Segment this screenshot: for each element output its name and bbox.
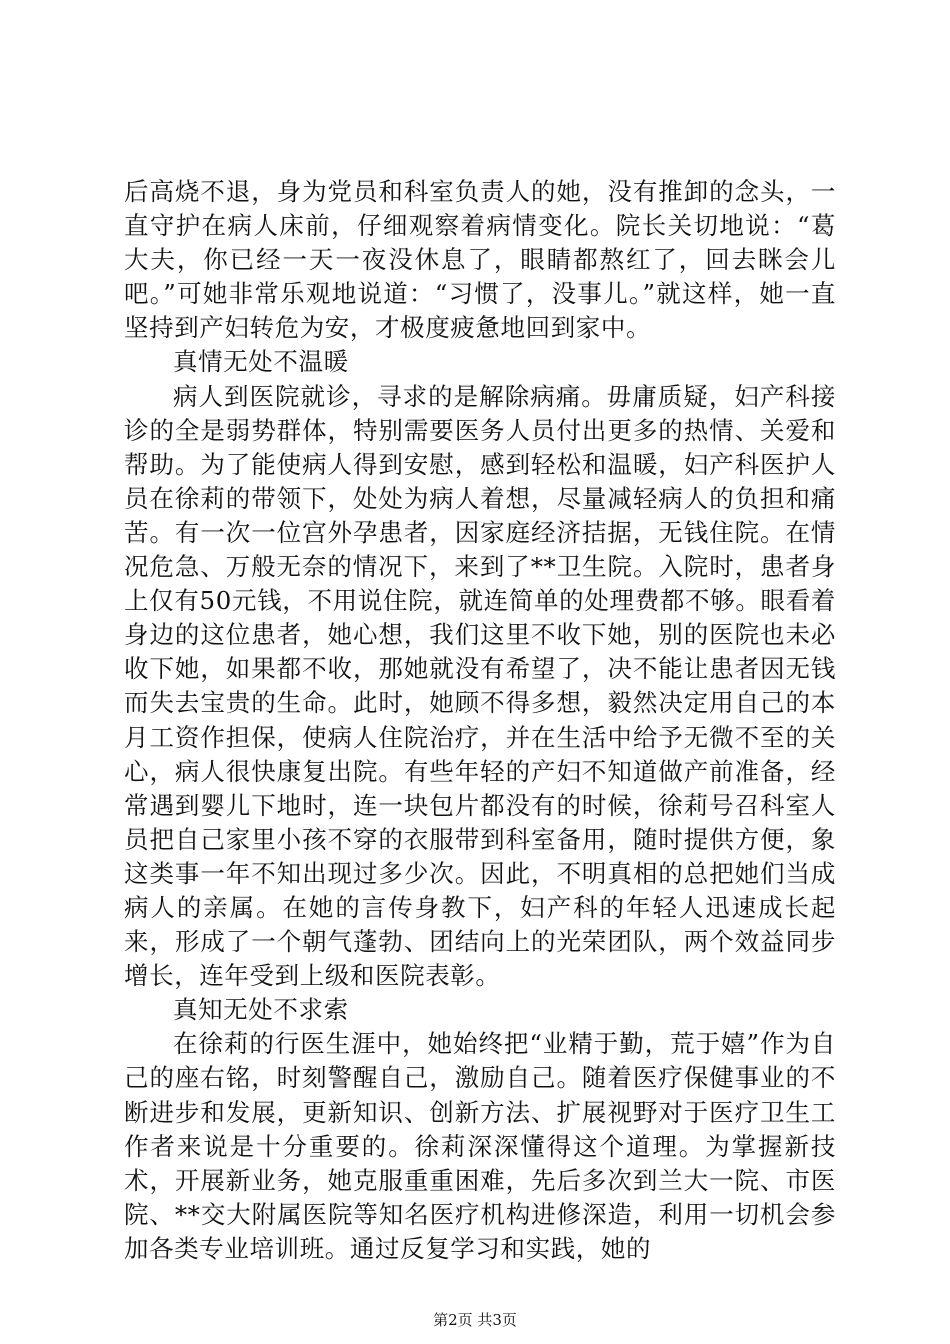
- paragraph-continuation: 后高烧不退，身为党员和科室负责人的她，没有推卸的念头，一直守护在病人床前，仔细观察着病情变化。院长关切地说：“葛大夫，你已经一天一夜没休息了，眼睛都熬红了，回去眯会儿吧。”可她非常乐观地说道：“习惯了，没事儿。”就这样，她一直坚持到产妇转危为安，才极度疲惫地回到家中。: [124, 177, 836, 343]
- paragraph-warmth: 病人到医院就诊，寻求的是解除病痛。毋庸质疑，妇产科接诊的全是弱势群体，特别需要医务人员付出更多的热情、关爱和帮助。为了能使病人得到安慰，感到轻松和温暖，妇产科医护人员在徐莉的带领下，处处为病人着想，尽量减轻病人的负担和痛苦。有一次一位宫外孕患者，因家庭经济拮据，无钱住院。在情况危急、万般无奈的情况下，来到了**卫生院。入院时，患者身上仅有50元钱，不用说住院，就连简单的处理费都不够。眼看着身边的这位患者，她心想，我们这里不收下她，别的医院也未必收下她，如果都不收，那她就没有希望了，决不能让患者因无钱而失去宝贵的生命。此时，她顾不得多想，毅然决定用自己的本月工资作担保，使病人住院治疗，并在生活中给予无微不至的关心，病人很快康复出院。有些年轻的产妇不知道做产前准备，经常遇到婴儿下地时，连一块包片都没有的时候，徐莉号召科室人员把自己家里小孩不穿的衣服带到科室备用，随时提供方便，象这类事一年不知出现过多少次。因此，不明真相的总把她们当成病人的亲属。在她的言传身教下，妇产科的年轻人迅速成长起来，形成了一个朝气蓬勃、团结向上的光荣团队，两个效益同步增长，连年受到上级和医院表彰。: [124, 381, 836, 991]
- document-body: [124, 175, 836, 1266]
- section-heading-warmth: 真情无处不温暖: [173, 347, 349, 377]
- section-heading-knowledge: 真知无处不求索: [173, 995, 349, 1025]
- page-footer: 第2页 共3页: [433, 1311, 517, 1329]
- paragraph-knowledge: 在徐莉的行医生涯中，她始终把“业精于勤，荒于嬉”作为自己的座右铭，时刻警醒自己，激励自己。随着医疗保健事业的不断进步和发展，更新知识、创新方法、扩展视野对于医疗卫生工作者来说是十分重要的。徐莉深深懂得这个道理。为掌握新技术，开展新业务，她克服重重困难，先后多次到兰大一院、市医院、**交大附属医院等知名医疗机构进修深造，利用一切机会参加各类专业培训班。通过反复学习和实践，她的: [124, 1029, 836, 1263]
